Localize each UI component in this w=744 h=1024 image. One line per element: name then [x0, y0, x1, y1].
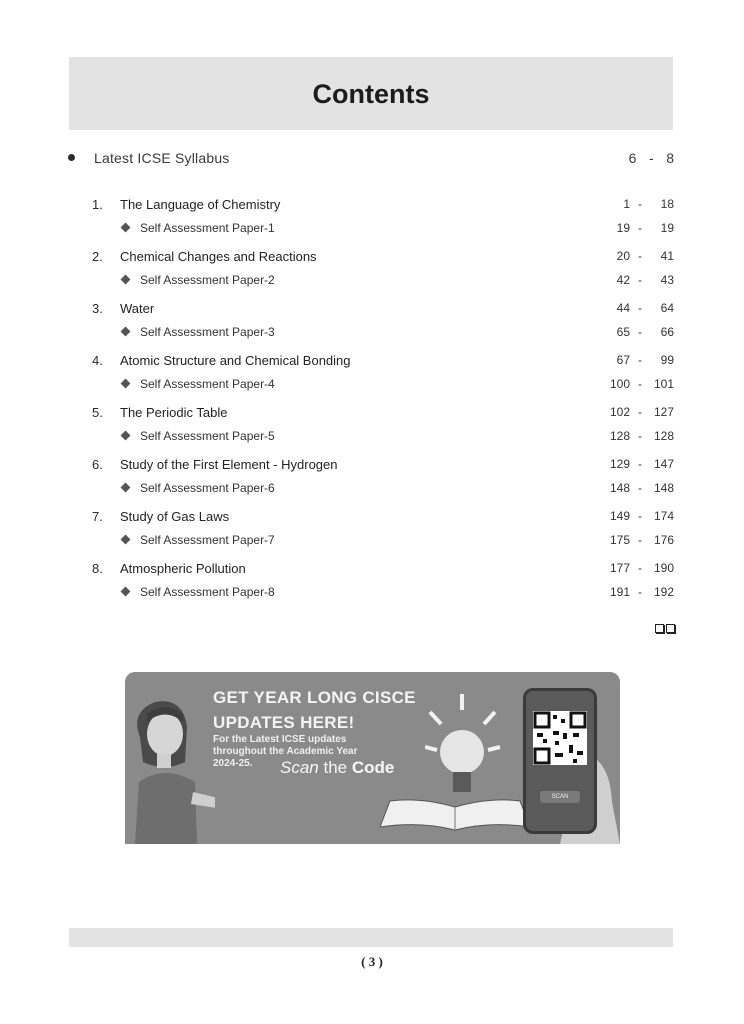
page-to: 192 [653, 585, 674, 599]
qr-code-icon [533, 711, 587, 765]
chapter-entry[interactable] [92, 457, 674, 475]
page-sep: - [638, 561, 642, 575]
chapter-title: The Language of Chemistry [120, 197, 281, 212]
page-title: Contents [312, 79, 430, 109]
page-to: 8 [666, 150, 674, 166]
self-assessment-entry[interactable] [92, 481, 674, 499]
self-assessment-entry[interactable] [92, 429, 674, 447]
self-assessment-pages [598, 377, 674, 391]
diamond-bullet-icon [121, 483, 131, 493]
chapter-number: 2. [92, 249, 103, 264]
chapter-number: 1. [92, 197, 103, 212]
chapter-pages [598, 405, 674, 419]
chapter-entry[interactable] [92, 405, 674, 423]
page-from: 1 [623, 197, 630, 211]
page-from: 175 [609, 533, 630, 547]
subtext-line-1: For the Latest ICSE updates [213, 734, 347, 745]
chapter-entry[interactable] [92, 509, 674, 527]
self-assessment-title: Self Assessment Paper-1 [140, 221, 275, 235]
self-assessment-entry[interactable] [92, 273, 674, 291]
page-number: ( 3 ) [361, 954, 383, 969]
page-to: 148 [653, 481, 674, 495]
page-from: 129 [609, 457, 630, 471]
chapter-pages [598, 249, 674, 263]
page-from: 44 [616, 301, 630, 315]
code-word: Code [351, 758, 395, 777]
self-assessment-pages [598, 325, 674, 339]
end-mark-icon [655, 620, 677, 638]
page-sep: - [638, 353, 642, 367]
page-from: 42 [616, 273, 630, 287]
page-to: 190 [653, 561, 674, 575]
syllabus-pages [629, 150, 674, 166]
chapter-title: Study of the First Element - Hydrogen [120, 457, 338, 472]
page-sep: - [638, 377, 642, 391]
contents-header [69, 57, 673, 130]
page-sep: - [638, 197, 642, 211]
page-from: 100 [609, 377, 630, 391]
page-to: 43 [660, 273, 674, 287]
subtext-line-2: throughout the Academic Year [213, 746, 358, 757]
syllabus-entry[interactable] [68, 150, 674, 170]
page-sep: - [638, 533, 642, 547]
self-assessment-title: Self Assessment Paper-3 [140, 325, 275, 339]
self-assessment-title: Self Assessment Paper-6 [140, 481, 275, 495]
self-assessment-entry[interactable] [92, 377, 674, 395]
chapter-title: Atomic Structure and Chemical Bonding [120, 353, 351, 368]
chapter-pages [598, 457, 674, 471]
chapter-pages [598, 197, 674, 211]
page-to: 128 [653, 429, 674, 443]
scan-button[interactable]: SCAN [540, 791, 580, 803]
headline-line-2: UPDATES HERE! [213, 713, 355, 732]
page-to: 101 [653, 377, 674, 391]
page-from: 177 [609, 561, 630, 575]
page-to: 174 [653, 509, 674, 523]
page-to: 99 [660, 353, 674, 367]
self-assessment-pages [598, 533, 674, 547]
page-from: 149 [609, 509, 630, 523]
page-to: 18 [660, 197, 674, 211]
page-from: 20 [616, 249, 630, 263]
footer-band [69, 928, 673, 947]
diamond-bullet-icon [121, 587, 131, 597]
page-sep: - [638, 325, 642, 339]
chapter-number: 6. [92, 457, 103, 472]
page-from: 128 [609, 429, 630, 443]
diamond-bullet-icon [121, 275, 131, 285]
self-assessment-pages [598, 273, 674, 287]
page-from: 191 [609, 585, 630, 599]
self-assessment-entry[interactable] [92, 325, 674, 343]
page-from: 67 [616, 353, 630, 367]
page-sep: - [638, 429, 642, 443]
chapter-title: The Periodic Table [120, 405, 228, 420]
chapter-entry[interactable] [92, 561, 674, 579]
self-assessment-pages [598, 221, 674, 235]
phone-illustration [523, 688, 597, 834]
subtext-line-3: 2024-25. [213, 758, 253, 769]
page-to: 127 [653, 405, 674, 419]
page-to: 41 [660, 249, 674, 263]
scan-word: Scan [280, 758, 319, 777]
chapter-entry[interactable] [92, 301, 674, 319]
page-from: 65 [616, 325, 630, 339]
the-word: the [318, 758, 352, 777]
page-from: 148 [609, 481, 630, 495]
self-assessment-pages [598, 429, 674, 443]
page-from: 19 [616, 221, 630, 235]
self-assessment-entry[interactable] [92, 533, 674, 551]
page-from: 102 [609, 405, 630, 419]
bullet-icon [68, 154, 75, 161]
self-assessment-title: Self Assessment Paper-8 [140, 585, 275, 599]
diamond-bullet-icon [121, 431, 131, 441]
page-sep: - [638, 405, 642, 419]
page-sep: - [638, 509, 642, 523]
cisce-updates-banner[interactable] [125, 672, 620, 844]
chapter-title: Study of Gas Laws [120, 509, 230, 524]
self-assessment-pages [598, 585, 674, 599]
page-sep: - [638, 273, 642, 287]
chapter-title: Water [120, 301, 155, 316]
chapter-entry[interactable] [92, 353, 674, 371]
banner-headline [213, 685, 416, 735]
chapter-pages [598, 561, 674, 575]
girl-pointing-illustration [125, 692, 215, 844]
diamond-bullet-icon [121, 379, 131, 389]
self-assessment-title: Self Assessment Paper-7 [140, 533, 275, 547]
diamond-bullet-icon [121, 327, 131, 337]
chapter-pages [598, 353, 674, 367]
chapter-pages [598, 509, 674, 523]
self-assessment-entry[interactable] [92, 585, 674, 603]
chapter-number: 7. [92, 509, 103, 524]
page-from: 6 [628, 150, 637, 166]
self-assessment-title: Self Assessment Paper-5 [140, 429, 275, 443]
page-to: 147 [653, 457, 674, 471]
self-assessment-title: Self Assessment Paper-4 [140, 377, 275, 391]
syllabus-title: Latest ICSE Syllabus [94, 150, 230, 166]
page-sep: - [638, 457, 642, 471]
headline-line-1: GET YEAR LONG CISCE [213, 688, 416, 707]
chapter-entry[interactable] [92, 249, 674, 267]
page-sep: - [648, 150, 654, 166]
diamond-bullet-icon [121, 535, 131, 545]
page-sep: - [638, 301, 642, 315]
page-to: 176 [653, 533, 674, 547]
self-assessment-pages [598, 481, 674, 495]
chapter-number: 3. [92, 301, 103, 316]
page-sep: - [638, 585, 642, 599]
page-sep: - [638, 481, 642, 495]
chapter-number: 4. [92, 353, 103, 368]
self-assessment-entry[interactable] [92, 221, 674, 239]
page-to: 64 [660, 301, 674, 315]
chapter-pages [598, 301, 674, 315]
chapter-title: Atmospheric Pollution [120, 561, 246, 576]
page-sep: - [638, 221, 642, 235]
scan-the-code-text [280, 758, 394, 778]
self-assessment-title: Self Assessment Paper-2 [140, 273, 275, 287]
diamond-bullet-icon [121, 223, 131, 233]
chapter-title: Chemical Changes and Reactions [120, 249, 317, 264]
page-to: 66 [660, 325, 674, 339]
page-sep: - [638, 249, 642, 263]
chapter-number: 5. [92, 405, 103, 420]
chapter-number: 8. [92, 561, 103, 576]
chapter-entry[interactable] [92, 197, 674, 215]
page-to: 19 [660, 221, 674, 235]
